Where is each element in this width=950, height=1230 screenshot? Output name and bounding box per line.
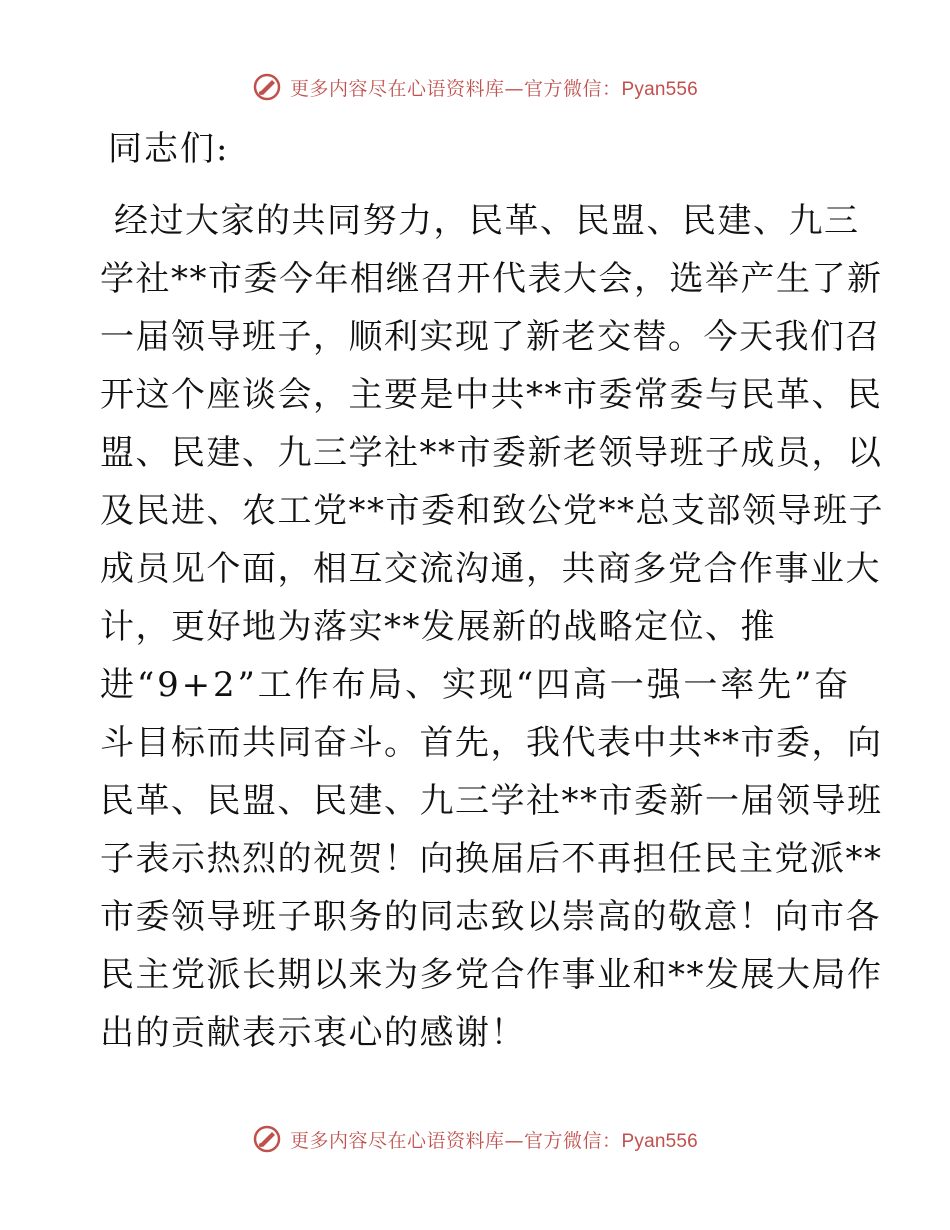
logo-icon (252, 72, 282, 102)
text-line: 经 过 大 家 的 共 同 努 力 ， 民 革 、 民 盟 、 民 建 、 九 三 (114, 201, 860, 241)
text-line: 成 员 见 个 面 ， 相 互 交 流 沟 通 ， 共 商 多 党 合 作 事 业 大 (100, 549, 881, 589)
watermark-text: 更多内容尽在心语资料库—官方微信： (290, 77, 622, 100)
text-line: 盟 、 民 建 、 九 三 学 社 * * 市 委 新 老 领 导 班 子 成 员 ， 以 (100, 433, 883, 473)
watermark-code: Pyan556 (621, 1130, 698, 1152)
text-line: 开 这 个 座 谈 会 ， 主 要 是 中 共 * * 市 委 常 委 与 民 革 、 民 (100, 375, 883, 415)
watermark-code: Pyan556 (621, 78, 698, 100)
text-line: 民 革 、 民 盟 、 民 建 、 九 三 学 社 * * 市 委 新 一 届 领 导 班 (100, 781, 883, 821)
watermark-header (0, 72, 950, 102)
text-line: 一 届 领 导 班 子 ， 顺 利 实 现 了 新 老 交 替 。 今 天 我 们 召 (100, 317, 881, 357)
text-line: 进 “ 9 + 2 ” 工 作 布 局 、 实 现 “ 四 高 一 强 一 率 先 ” 奋 (100, 665, 850, 705)
text-line: 学 社 * * 市 委 今 年 相 继 召 开 代 表 大 会 ， 选 举 产 生 了 新 (100, 259, 883, 299)
text-line: 民 主 党 派 长 期 以 来 为 多 党 合 作 事 业 和 * * 发 展 大 局 作 (100, 955, 883, 995)
watermark-text: 更多内容尽在心语资料库—官方微信： (290, 1129, 622, 1152)
watermark-footer (0, 1124, 950, 1154)
text-line: 出的贡献表示衷心的感谢！ (100, 1013, 526, 1053)
document-body (100, 192, 884, 1062)
text-line: 斗 目 标 而 共 同 奋 斗 。 首 先 ， 我 代 表 中 共 * * 市 委 ， 向 (100, 723, 883, 763)
logo-icon (252, 1124, 282, 1154)
text-line: 及 民 进 、 农 工 党 * * 市 委 和 致 公 党 * * 总 支 部 领 导 班 子 (100, 491, 884, 531)
greeting: 同志们: (108, 129, 230, 169)
text-line: 计，更好地为落实**发展新的战略定位、推 (100, 607, 776, 647)
text-line: 子 表 示 热 烈 的 祝 贺 ！ 向 换 届 后 不 再 担 任 民 主 党 派 * * (100, 839, 883, 879)
text-line: 市 委 领 导 班 子 职 务 的 同 志 致 以 崇 高 的 敬 意 ！ 向 市 各 (100, 897, 881, 937)
